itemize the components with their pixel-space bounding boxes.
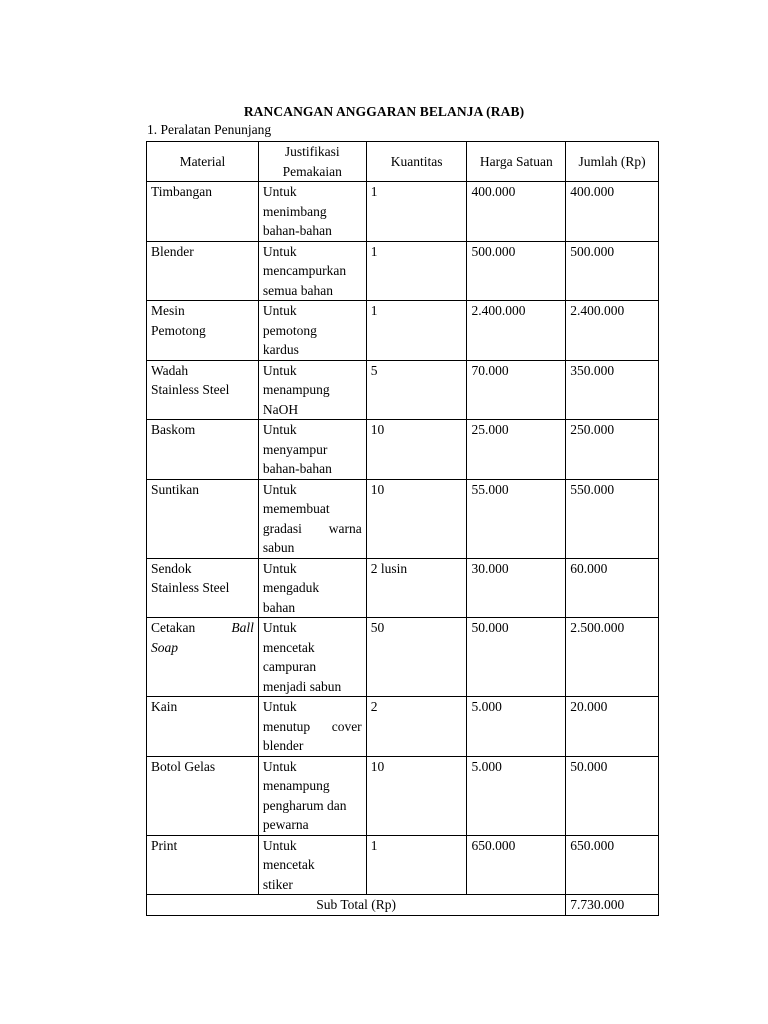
kuantitas-cell: 1 (366, 835, 467, 895)
justifikasi-line: Untuk (262, 620, 297, 635)
harga-satuan-cell: 30.000 (467, 558, 566, 618)
justifikasi-line: Untuk (262, 184, 297, 199)
material-cell (147, 618, 259, 697)
kuantitas-cell: 1 (366, 301, 467, 361)
justifikasi-line: menyampur (262, 441, 328, 457)
jumlah-cell: 650.000 (566, 835, 659, 895)
justifikasi-line: bahan-bahan (262, 223, 332, 238)
kuantitas-cell: 10 (366, 756, 467, 835)
justifikasi-line: NaOH (262, 401, 299, 417)
material-line: Soap (151, 639, 178, 655)
material-line: Stainless Steel (151, 382, 230, 397)
justifikasi-cell (258, 301, 366, 361)
material-cell (147, 182, 259, 242)
kuantitas-cell: 5 (366, 360, 467, 420)
justifikasi-cell (258, 756, 366, 835)
justifikasi-line: Untuk (262, 481, 297, 497)
justifikasi-line: bahan (262, 599, 296, 615)
justifikasi-cell (258, 697, 366, 757)
table-row (147, 182, 659, 242)
header-justifikasi-line-2: Pemakaian (282, 163, 342, 179)
justifikasi-line: Untuk (262, 243, 297, 259)
table-row (147, 360, 659, 420)
header-justifikasi (258, 142, 366, 182)
justifikasi-line: sabun (262, 540, 295, 555)
table-row (147, 835, 659, 895)
harga-satuan-cell: 50.000 (467, 618, 566, 697)
header-kuantitas: Kuantitas (366, 142, 467, 182)
justifikasi-line: mencampurkan (262, 263, 347, 278)
justifikasi-line: campuran (262, 659, 317, 674)
kuantitas-cell: 10 (366, 479, 467, 558)
jumlah-cell: 500.000 (566, 241, 659, 301)
material-cell (147, 756, 259, 835)
material-line (151, 618, 254, 638)
justifikasi-cell (258, 479, 366, 558)
harga-satuan-cell: 650.000 (467, 835, 566, 895)
material-line: Botol Gelas (151, 758, 216, 774)
harga-satuan-cell: 55.000 (467, 479, 566, 558)
material-line: Baskom (151, 422, 196, 437)
justifikasi-line: Untuk (262, 303, 297, 318)
justifikasi-line: gradasi warna (262, 520, 362, 536)
jumlah-cell: 550.000 (566, 479, 659, 558)
justifikasi-line: mengaduk (262, 580, 320, 595)
material-line: Pemotong (151, 322, 206, 338)
material-cell (147, 835, 259, 895)
kuantitas-cell: 1 (366, 241, 467, 301)
material-cell (147, 241, 259, 301)
kuantitas-cell: 50 (366, 618, 467, 697)
material-line: Blender (151, 243, 194, 259)
table-row (147, 618, 659, 697)
material-line: Kain (151, 699, 178, 714)
header-justifikasi-line-1: Justifikasi (284, 144, 340, 159)
table-row (147, 558, 659, 618)
rab-table (146, 141, 659, 916)
material-cell (147, 301, 259, 361)
jumlah-cell: 20.000 (566, 697, 659, 757)
justifikasi-line: Untuk (262, 422, 297, 437)
subtotal-row (147, 895, 659, 916)
material-cell (147, 479, 259, 558)
section-heading: 1. Peralatan Penunjang (147, 122, 272, 137)
material-line: Print (151, 837, 178, 853)
justifikasi-line: mencetak (262, 639, 315, 655)
justifikasi-line: blender (262, 738, 304, 753)
table-row (147, 479, 659, 558)
jumlah-cell: 350.000 (566, 360, 659, 420)
material-line: Stainless Steel (151, 580, 230, 595)
table-row (147, 241, 659, 301)
material-word: Cetakan (151, 620, 196, 635)
harga-satuan-cell: 25.000 (467, 420, 566, 480)
justifikasi-line: kardus (262, 342, 299, 357)
justifikasi-line: Untuk (262, 560, 297, 576)
justifikasi-line: mencetak (262, 857, 315, 872)
justifikasi-line: menjadi sabun (262, 678, 342, 694)
material-cell (147, 697, 259, 757)
justifikasi-line: Untuk (262, 837, 297, 853)
justifikasi-line: pengharum dan (262, 797, 347, 813)
justifikasi-line: Untuk (262, 758, 297, 774)
table-row (147, 301, 659, 361)
table-header-row (147, 142, 659, 182)
justifikasi-line: menampung (262, 778, 330, 793)
table-row (147, 420, 659, 480)
table-row (147, 697, 659, 757)
kuantitas-cell: 2 lusin (366, 558, 467, 618)
header-harga-satuan: Harga Satuan (467, 142, 566, 182)
justifikasi-cell (258, 241, 366, 301)
subtotal-label: Sub Total (Rp) (147, 895, 566, 916)
justifikasi-line: Untuk (262, 699, 297, 714)
justifikasi-cell (258, 618, 366, 697)
table-row (147, 756, 659, 835)
justifikasi-line: memembuat (262, 501, 330, 516)
material-cell (147, 360, 259, 420)
justifikasi-cell (258, 558, 366, 618)
harga-satuan-cell: 500.000 (467, 241, 566, 301)
justifikasi-cell (258, 182, 366, 242)
header-material: Material (147, 142, 259, 182)
material-line: Wadah (151, 362, 189, 378)
justifikasi-cell (258, 360, 366, 420)
justifikasi-line: pemotong (262, 322, 317, 338)
justifikasi-line: Untuk (262, 362, 297, 378)
justifikasi-line: semua bahan (262, 282, 333, 298)
justifikasi-line: stiker (262, 876, 293, 892)
material-cell (147, 420, 259, 480)
harga-satuan-cell: 5.000 (467, 756, 566, 835)
jumlah-cell: 2.500.000 (566, 618, 659, 697)
kuantitas-cell: 10 (366, 420, 467, 480)
harga-satuan-cell: 2.400.000 (467, 301, 566, 361)
material-line: Sendok (151, 560, 192, 576)
subtotal-value: 7.730.000 (566, 895, 659, 916)
justifikasi-cell (258, 420, 366, 480)
material-word: Ball (231, 620, 254, 635)
jumlah-cell: 50.000 (566, 756, 659, 835)
harga-satuan-cell: 400.000 (467, 182, 566, 242)
material-cell (147, 558, 259, 618)
table-body (147, 182, 659, 895)
kuantitas-cell: 2 (366, 697, 467, 757)
justifikasi-line: menimbang (262, 203, 327, 219)
justifikasi-line: bahan-bahan (262, 461, 332, 476)
document-title: RANCANGAN ANGGARAN BELANJA (RAB) (243, 104, 525, 119)
harga-satuan-cell: 70.000 (467, 360, 566, 420)
kuantitas-cell: 1 (366, 182, 467, 242)
justifikasi-line: menutup cover (262, 718, 362, 734)
justifikasi-line: pewarna (262, 817, 309, 832)
jumlah-cell: 60.000 (566, 558, 659, 618)
justifikasi-line: menampung (262, 382, 330, 397)
jumlah-cell: 2.400.000 (566, 301, 659, 361)
jumlah-cell: 250.000 (566, 420, 659, 480)
header-jumlah: Jumlah (Rp) (566, 142, 659, 182)
harga-satuan-cell: 5.000 (467, 697, 566, 757)
material-line: Mesin (151, 303, 185, 318)
jumlah-cell: 400.000 (566, 182, 659, 242)
justifikasi-cell (258, 835, 366, 895)
material-line: Suntikan (151, 481, 200, 497)
material-line: Timbangan (151, 184, 213, 199)
